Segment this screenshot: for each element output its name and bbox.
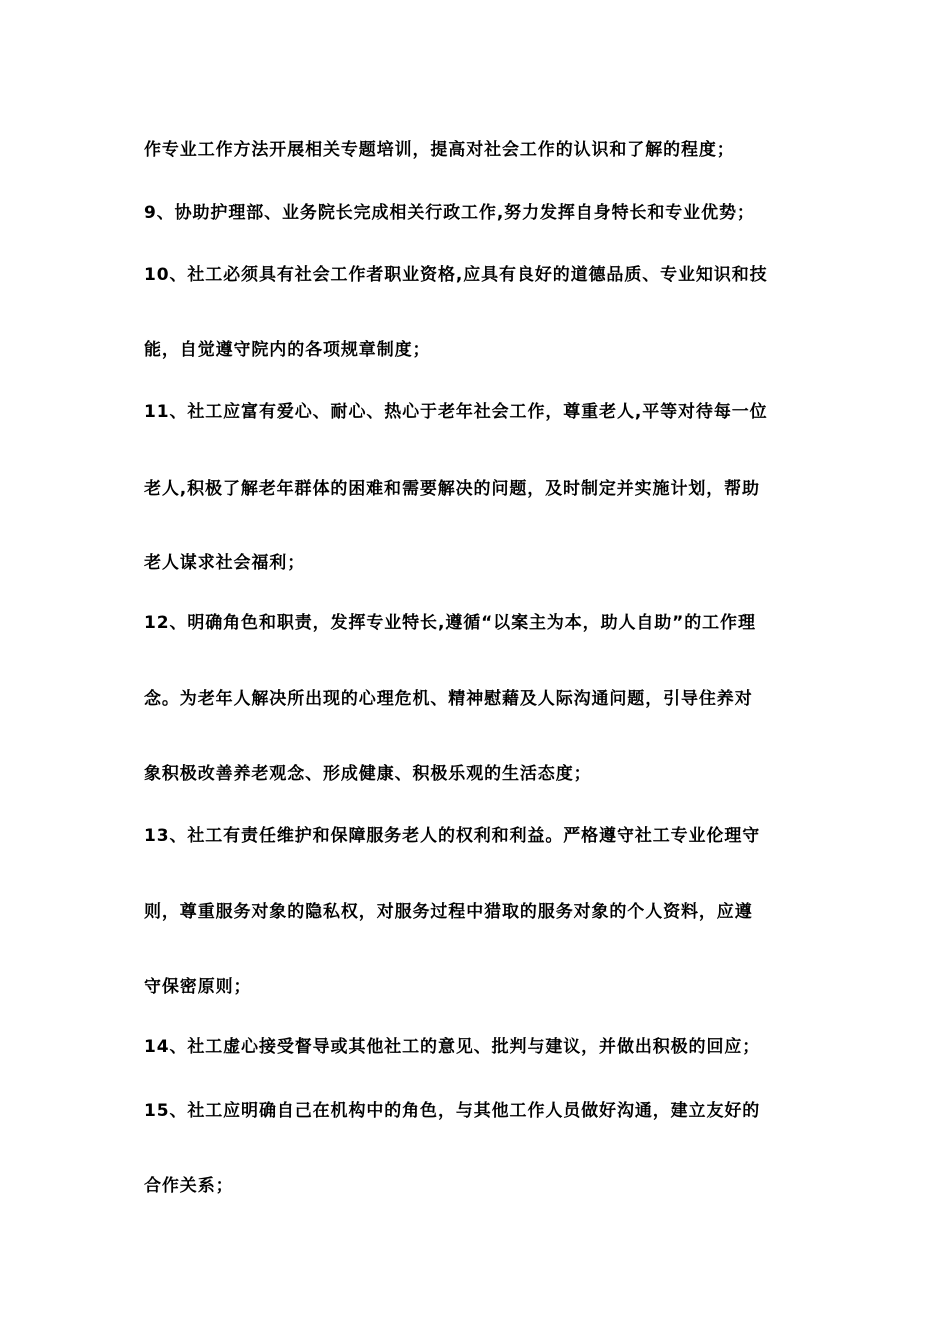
- text-line: 15、社工应明确自己在机构中的角色，与其他工作人员做好沟通，建立友好的: [144, 1101, 761, 1121]
- text-line: 念。为老年人解决所出现的心理危机、精神慰藉及人际沟通问题，引导住养对: [144, 689, 753, 709]
- text-line: 12、明确角色和职责，发挥专业特长,遵循“以案主为本，助人自助”的工作理: [144, 613, 756, 633]
- text-line: 10、社工必须具有社会工作者职业资格,应具有良好的道德品质、专业知识和技: [144, 265, 768, 285]
- text-line: 守保密原则；: [144, 977, 252, 997]
- text-line: 11、社工应富有爱心、耐心、热心于老年社会工作，尊重老人,平等对待每一位: [144, 402, 768, 422]
- text-line: 合作关系；: [144, 1176, 234, 1196]
- text-line: 老人谋求社会福利；: [144, 553, 306, 573]
- text-line: 则，尊重服务对象的隐私权，对服务过程中猎取的服务对象的个人资料，应遵: [144, 902, 753, 922]
- text-line: 9、协助护理部、业务院长完成相关行政工作,努力发挥自身特长和专业优势；: [144, 203, 755, 223]
- text-line: 13、社工有责任维护和保障服务老人的权利和利益。严格遵守社工专业伦理守: [144, 826, 761, 846]
- text-line: 象积极改善养老观念、形成健康、积极乐观的生活态度；: [144, 764, 592, 784]
- text-line: 14、社工虚心接受督导或其他社工的意见、批判与建议，并做出积极的回应；: [144, 1037, 761, 1057]
- text-line: 作专业工作方法开展相关专题培训，提高对社会工作的认识和了解的程度；: [144, 140, 735, 160]
- text-line: 老人,积极了解老年群体的困难和需要解决的问题，及时制定并实施计划，帮助: [144, 479, 760, 499]
- text-line: 能，自觉遵守院内的各项规章制度；: [144, 340, 431, 360]
